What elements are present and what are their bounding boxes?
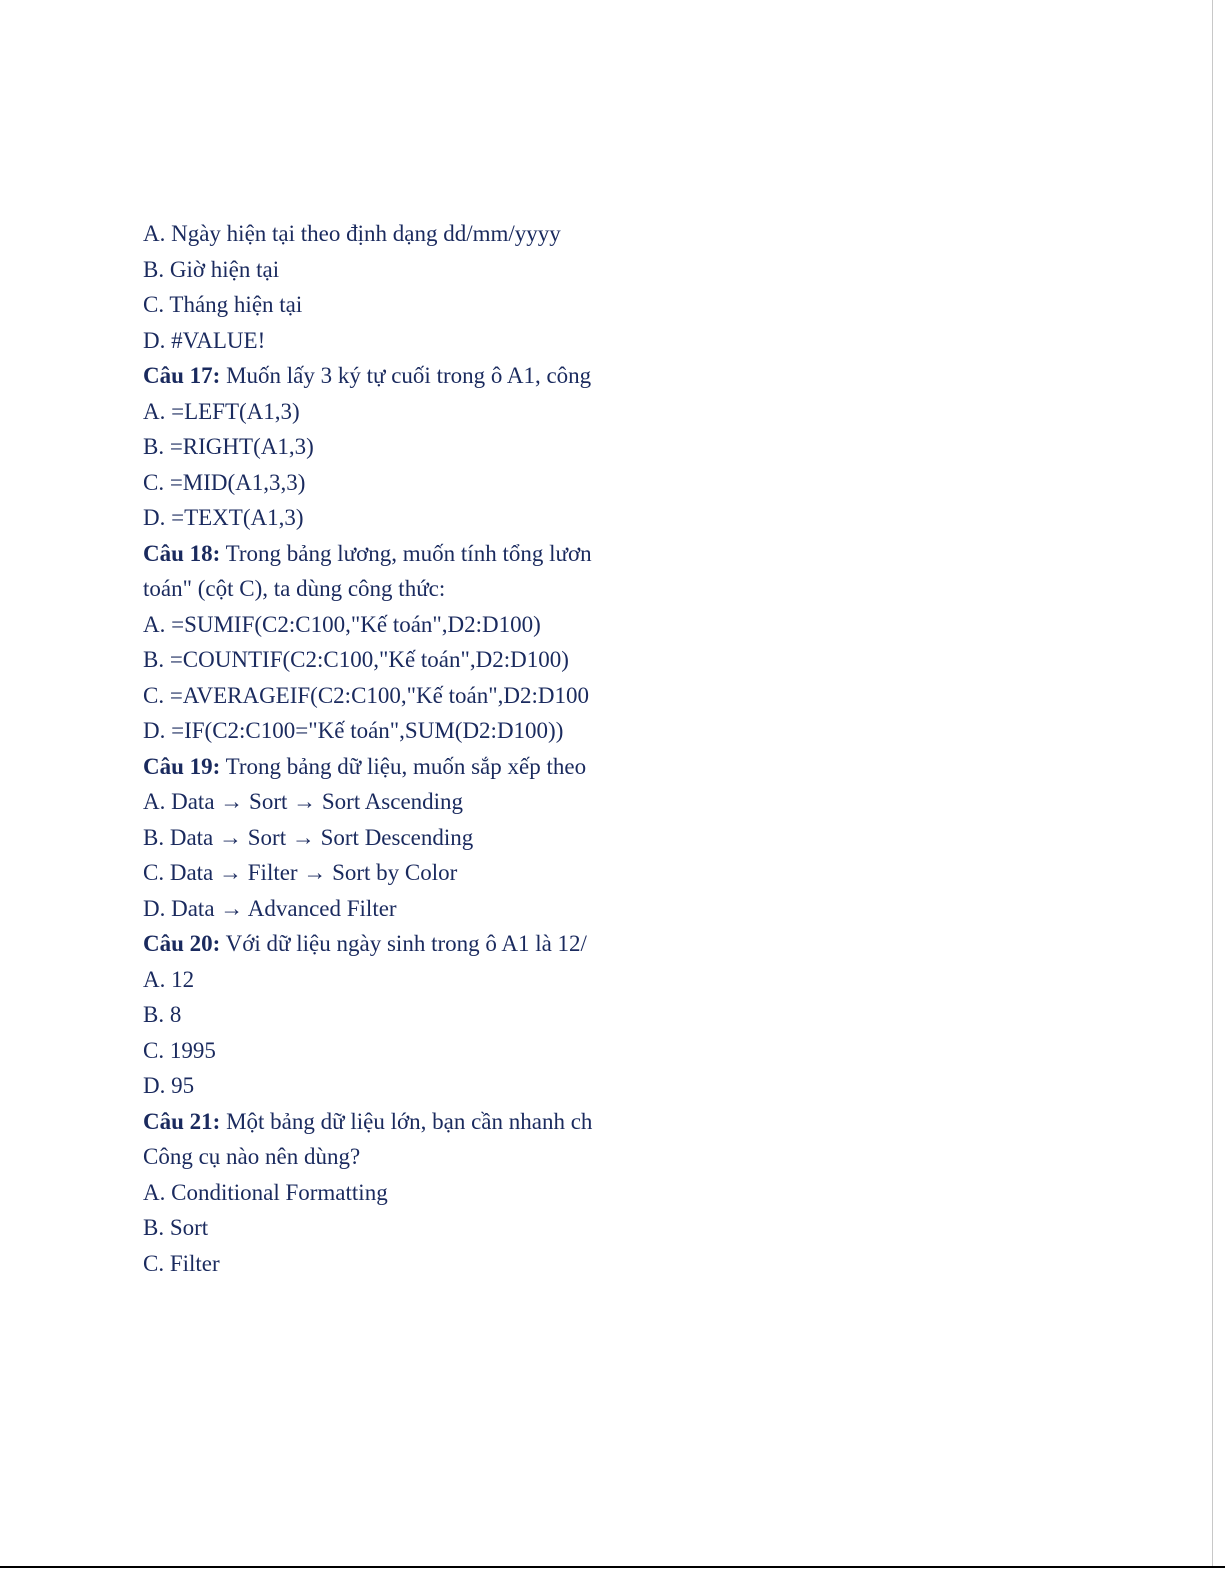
answer-option-line: B. 8 [143,1002,182,1027]
question-line [143,926,613,962]
answer-option-line: Công cụ nào nên dùng? [143,1144,361,1169]
answer-option-line: B. =RIGHT(A1,3) [143,434,314,459]
question-line [143,536,613,572]
answer-option-line: B. Data → Sort → Sort Descending [143,824,474,850]
answer-option-line: A. =LEFT(A1,3) [143,398,300,424]
answer-option-line: C. Filter [143,1250,220,1276]
question-text: Muốn lấy 3 ký tự cuối trong ô A1, công [220,363,592,388]
question-line [143,749,613,785]
question-label: Câu 20: [143,931,221,956]
answer-option-line: A. Ngày hiện tại theo định dạng dd/mm/yyyy [143,221,561,246]
question-line [143,1104,613,1140]
page-bottom-border [0,1566,1225,1568]
answer-option-line: A. 12 [143,966,195,992]
question-text: Trong bảng lương, muốn tính tổng lươn [220,540,592,566]
question-line [143,358,613,394]
answer-option-line: A. Conditional Formatting [143,1179,388,1205]
answer-option-line: C. =AVERAGEIF(C2:C100,"Kế toán",D2:D100 [143,682,589,708]
answer-option-line: D. =TEXT(A1,3) [143,505,304,530]
answer-option-line: D. Data → Advanced Filter [143,895,397,921]
answer-option-line: A. =SUMIF(C2:C100,"Kế toán",D2:D100) [143,611,541,637]
answer-option-line: D. 95 [143,1073,195,1098]
question-label: Câu 21: [143,1108,221,1134]
answer-option-line: B. Giờ hiện tại [143,256,280,282]
question-label: Câu 19: [143,753,221,779]
answer-option-line: D. #VALUE! [143,327,266,353]
answer-option-line: toán" (cột C), ta dùng công thức: [143,576,446,601]
answer-option-line: A. Data → Sort → Sort Ascending [143,789,464,814]
answer-option-line: C. Data → Filter → Sort by Color [143,860,458,885]
question-text: Trong bảng dữ liệu, muốn sắp xếp theo [220,753,587,779]
answer-option-line: C. =MID(A1,3,3) [143,469,306,495]
question-text: Một bảng dữ liệu lớn, bạn cần nhanh ch [220,1108,593,1134]
document-content [143,216,613,1281]
answer-option-line: C. 1995 [143,1037,216,1063]
question-text: Với dữ liệu ngày sinh trong ô A1 là 12/ [220,931,587,956]
answer-option-line: D. =IF(C2:C100="Kế toán",SUM(D2:D100)) [143,718,564,743]
answer-option-line: C. Tháng hiện tại [143,292,303,317]
answer-option-line: B. Sort [143,1215,209,1240]
question-label: Câu 17: [143,363,221,388]
question-label: Câu 18: [143,540,221,566]
answer-option-line: B. =COUNTIF(C2:C100,"Kế toán",D2:D100) [143,647,569,672]
